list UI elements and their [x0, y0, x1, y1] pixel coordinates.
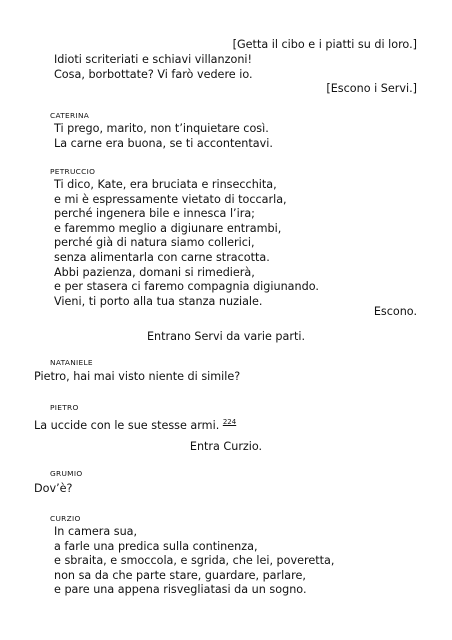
verse-line: Vieni, ti porto alla tua stanza nuziale. [54, 294, 263, 308]
verse-line: e faremmo meglio a digiunare entrambi, [54, 221, 282, 235]
verse-line: non sa da che parte stare, guardare, parlare, [54, 568, 306, 582]
verse-line: e sbraita, e smoccola, e sgrida, che lei, poveretta, [54, 554, 335, 568]
speaker-nataniele: NATANIELE [50, 358, 93, 367]
speaker-pietro: PIETRO [50, 403, 79, 412]
verse-line: e per stasera ci faremo compagnia digiunando. [54, 280, 319, 294]
stage-direction-curzio-enters: Entra Curzio. [189, 440, 263, 453]
speaker-caterina: CATERINA [50, 111, 90, 120]
verse-line: a farle una predica sulla continenza, [54, 539, 258, 553]
verse-line: In camera sua, [54, 525, 138, 538]
verse-line: Ti dico, Kate, era bruciata e rinsecchita, [54, 178, 277, 191]
nataniele-line: Pietro, hai mai visto niente di simile? [34, 370, 241, 383]
stage-direction-servants-enter: Entrano Servi da varie parti. [146, 330, 306, 343]
petruccio-continued-speech [54, 53, 253, 82]
pietro-line: La uccide con le sue stesse armi. [34, 419, 220, 432]
stage-direction-servants-exit: [Escono i Servi.] [326, 82, 417, 95]
stage-direction-exeunt: Escono. [373, 305, 417, 318]
verse-line: perché ingenera bile e innesca l’ira; [54, 207, 255, 221]
verse-line: La carne era buona, se ti accontentavi. [54, 136, 273, 150]
verse-line: e pare una appena risvegliatasi da un sogno. [54, 583, 307, 597]
caterina-speech [54, 122, 273, 151]
stage-direction-throw-food: [Getta il cibo e i piatti su di loro.] [232, 38, 417, 51]
petruccio-speech [54, 178, 319, 309]
speaker-grumio: GRUMIO [50, 469, 83, 478]
speaker-petruccio: PETRUCCIO [50, 167, 96, 176]
verse-line: Abbi pazienza, domani si rimedierà, [54, 265, 255, 279]
verse-line: e mi è espressamente vietato di toccarla, [54, 192, 287, 206]
grumio-line: Dov’è? [34, 482, 73, 495]
verse-line: Idioti scriteriati e schiavi villanzoni! [54, 53, 253, 66]
verse-line: Cosa, borbottate? Vi farò vedere io. [54, 67, 253, 81]
pietro-speech [34, 415, 236, 433]
speaker-curzio: CURZIO [50, 514, 81, 523]
verse-line: perché già di natura siamo collerici, [54, 236, 255, 250]
verse-line: senza alimentarla con carne stracotta. [54, 250, 270, 264]
curzio-speech [54, 525, 334, 598]
footnote-reference-224[interactable]: 224 [222, 418, 237, 426]
verse-line: Ti prego, marito, non t’inquietare così. [54, 122, 269, 135]
